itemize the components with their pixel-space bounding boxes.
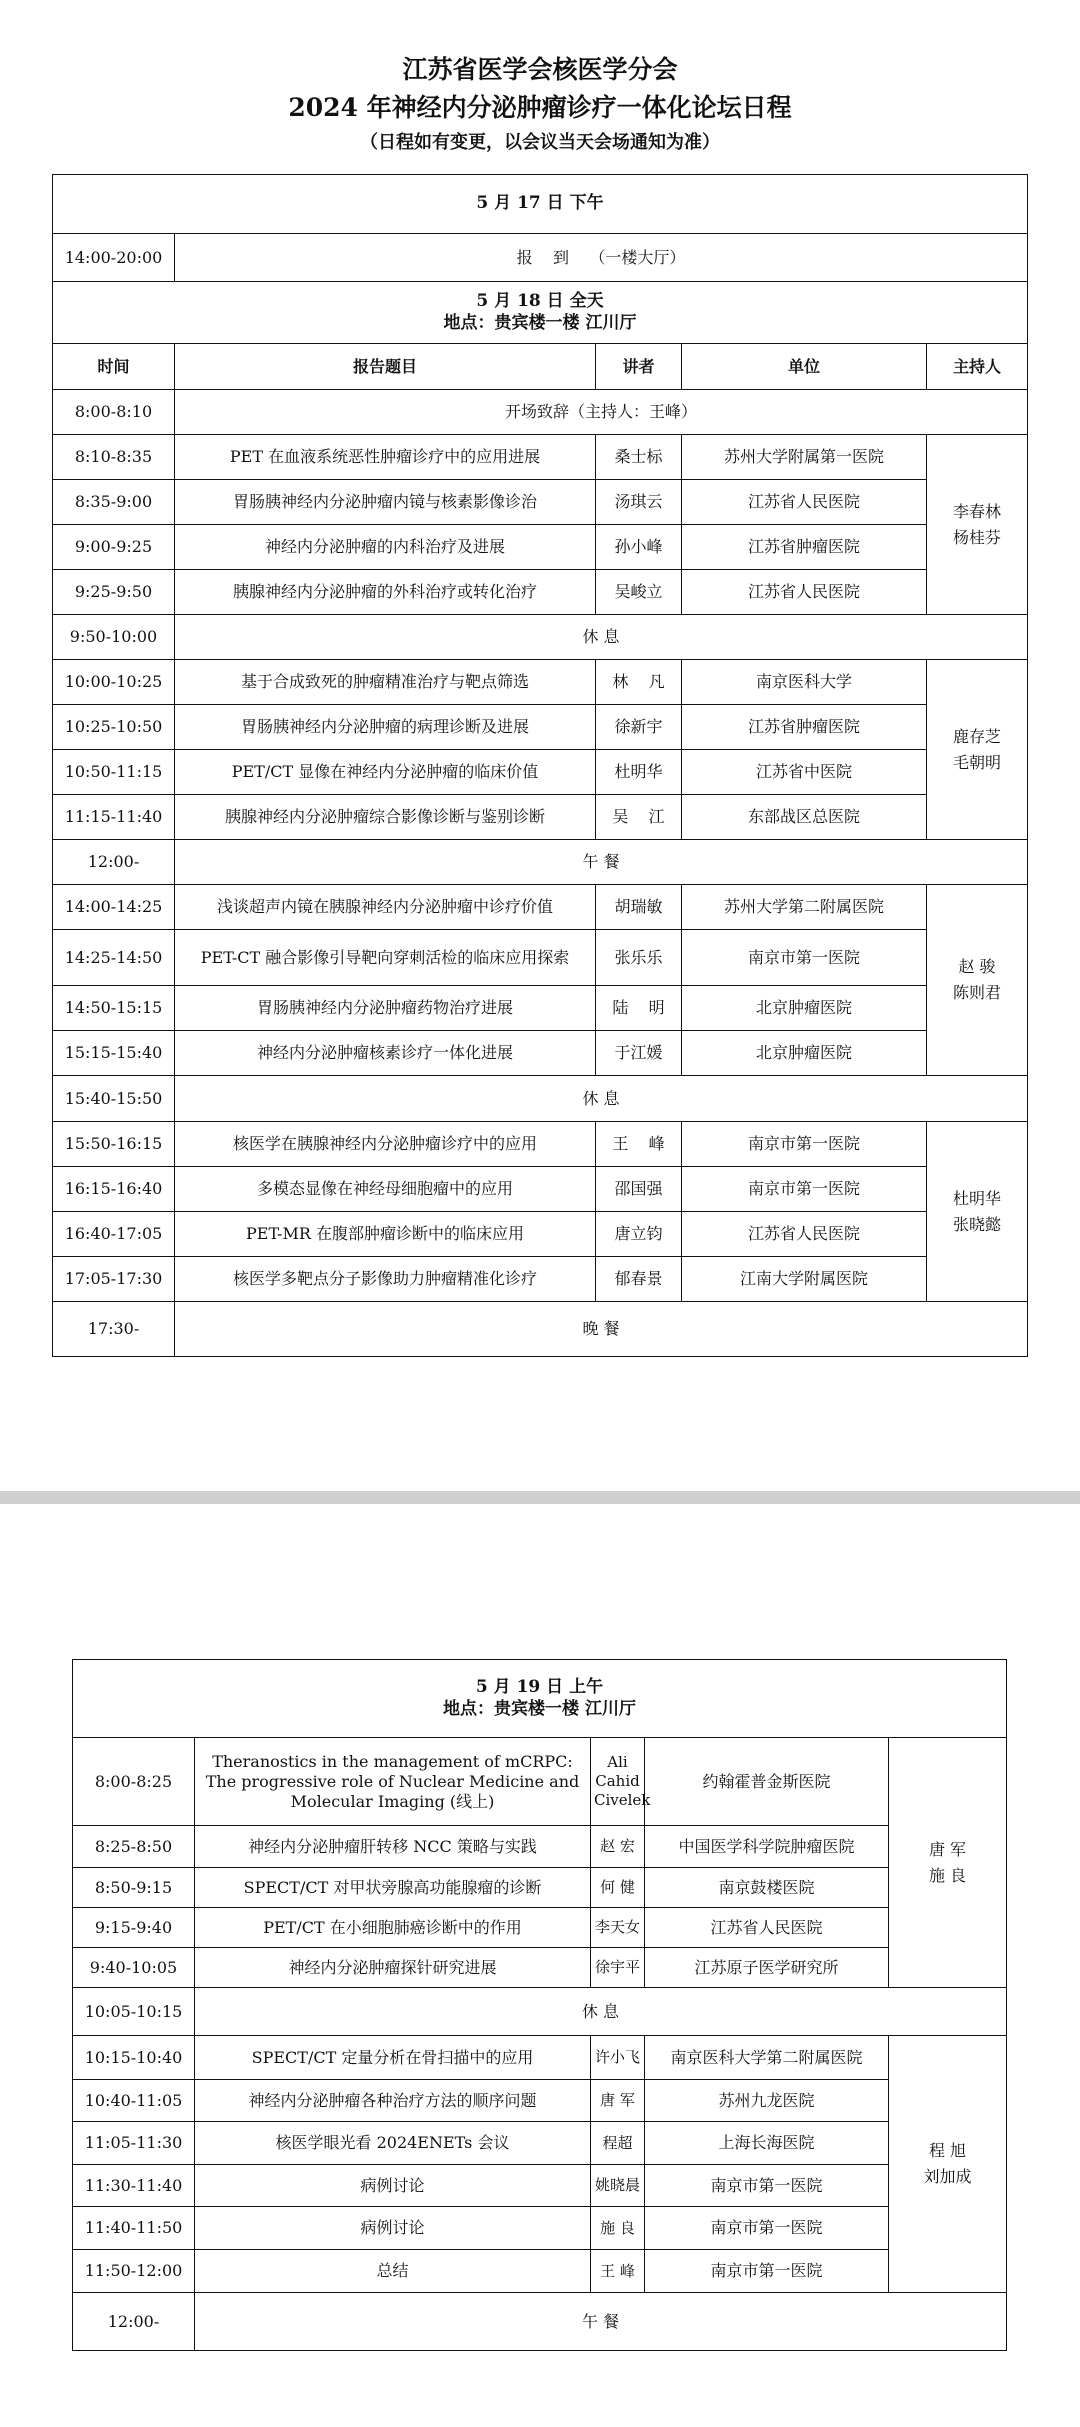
time-cell: 11:50-12:00 bbox=[73, 2250, 195, 2293]
day19-location: 地点：贵宾楼一楼 江川厅 bbox=[443, 1698, 636, 1719]
speaker-cell: 汤琪云 bbox=[596, 480, 682, 525]
session-row bbox=[73, 1948, 1007, 1988]
time-cell: 11:15-11:40 bbox=[53, 795, 175, 840]
speaker-cell: 许小飞 bbox=[591, 2036, 645, 2080]
unit-cell: 南京鼓楼医院 bbox=[645, 1868, 889, 1908]
day19-title-cell bbox=[73, 1660, 1007, 1738]
topic-cell: PET-MR 在腹部肿瘤诊断中的临床应用 bbox=[175, 1212, 596, 1257]
speaker-cell: 吴 江 bbox=[596, 795, 682, 840]
time-cell: 12:00- bbox=[53, 840, 175, 885]
session-row bbox=[53, 570, 1028, 615]
day18-location: 地点：贵宾楼一楼 江川厅 bbox=[443, 312, 637, 333]
session-row bbox=[73, 2165, 1007, 2207]
time-cell: 14:50-15:15 bbox=[53, 986, 175, 1031]
schedule-table-day1-2 bbox=[52, 174, 1028, 1357]
speaker-cell: 王 峰 bbox=[591, 2250, 645, 2293]
session-row bbox=[53, 1212, 1028, 1257]
unit-cell: 上海长海医院 bbox=[645, 2122, 889, 2165]
time-cell: 10:40-11:05 bbox=[73, 2080, 195, 2122]
time-cell: 15:40-15:50 bbox=[53, 1076, 175, 1122]
break-row bbox=[53, 615, 1028, 660]
time-cell: 15:15-15:40 bbox=[53, 1031, 175, 1076]
topic-cell: 神经内分泌肿瘤核素诊疗一体化进展 bbox=[175, 1031, 596, 1076]
lunch-row-text: 午 餐 bbox=[195, 2293, 1007, 2351]
session-row bbox=[53, 986, 1028, 1031]
lunch-row-text: 午 餐 bbox=[175, 840, 1028, 885]
session-row bbox=[73, 2207, 1007, 2250]
session-row bbox=[73, 2036, 1007, 2080]
unit-cell: 江苏省人民医院 bbox=[682, 570, 927, 615]
topic-cell: Theranostics in the management of mCRPC: The progressive role of Nuclear Medicine and Molecular Imaging (线上) bbox=[195, 1738, 591, 1826]
page-divider bbox=[0, 1491, 1080, 1504]
unit-cell: 约翰霍普金斯医院 bbox=[645, 1738, 889, 1826]
speaker-cell: 陆 明 bbox=[596, 986, 682, 1031]
time-cell: 15:50-16:15 bbox=[53, 1122, 175, 1167]
header-host: 主持人 bbox=[927, 344, 1028, 390]
topic-cell: PET/CT 在小细胞肺癌诊断中的作用 bbox=[195, 1908, 591, 1948]
topic-cell: 神经内分泌肿瘤肝转移 NCC 策略与实践 bbox=[195, 1826, 591, 1868]
host-cell: 鹿存芝 毛朝明 bbox=[927, 660, 1028, 840]
topic-cell: 胃肠胰神经内分泌肿瘤的病理诊断及进展 bbox=[175, 705, 596, 750]
time-cell: 8:10-8:35 bbox=[53, 435, 175, 480]
host-cell: 唐 军 施 良 bbox=[889, 1738, 1007, 1988]
session-row bbox=[53, 705, 1028, 750]
unit-cell: 江南大学附属医院 bbox=[682, 1257, 927, 1302]
document-title: 江苏省医学会核医学分会 bbox=[402, 55, 678, 84]
topic-cell: SPECT/CT 定量分析在骨扫描中的应用 bbox=[195, 2036, 591, 2080]
session-row bbox=[53, 930, 1028, 986]
opening-row bbox=[53, 390, 1028, 435]
time-cell: 17:05-17:30 bbox=[53, 1257, 175, 1302]
time-cell: 11:40-11:50 bbox=[73, 2207, 195, 2250]
speaker-cell: 胡瑞敏 bbox=[596, 885, 682, 930]
unit-cell: 江苏省中医院 bbox=[682, 750, 927, 795]
speaker-cell: 唐立钧 bbox=[596, 1212, 682, 1257]
dinner-row bbox=[53, 1302, 1028, 1357]
time-cell: 14:00-14:25 bbox=[53, 885, 175, 930]
registration-row bbox=[53, 234, 1028, 282]
unit-cell: 东部战区总医院 bbox=[682, 795, 927, 840]
session-row bbox=[53, 1257, 1028, 1302]
host-cell: 程 旭 刘加成 bbox=[889, 2036, 1007, 2293]
unit-cell: 南京市第一医院 bbox=[682, 1167, 927, 1212]
speaker-cell: 姚晓晨 bbox=[591, 2165, 645, 2207]
header-topic: 报告题目 bbox=[175, 344, 596, 390]
time-cell: 8:25-8:50 bbox=[73, 1826, 195, 1868]
unit-cell: 江苏原子医学研究所 bbox=[645, 1948, 889, 1988]
session-row bbox=[53, 525, 1028, 570]
time-cell: 14:25-14:50 bbox=[53, 930, 175, 986]
speaker-cell: Ali Cahid Civelek bbox=[591, 1738, 645, 1826]
time-cell: 10:15-10:40 bbox=[73, 2036, 195, 2080]
time-cell: 14:00-20:00 bbox=[53, 234, 175, 282]
host-cell: 赵 骏 陈则君 bbox=[927, 885, 1028, 1076]
speaker-cell: 徐新宇 bbox=[596, 705, 682, 750]
speaker-cell: 杜明华 bbox=[596, 750, 682, 795]
session-row bbox=[53, 660, 1028, 705]
session-row bbox=[73, 2080, 1007, 2122]
topic-cell: 神经内分泌肿瘤探针研究进展 bbox=[195, 1948, 591, 1988]
break-row bbox=[53, 1076, 1028, 1122]
session-row bbox=[53, 750, 1028, 795]
session-row bbox=[73, 2122, 1007, 2165]
break-row-text: 休 息 bbox=[195, 1988, 1007, 2036]
session-row bbox=[53, 1167, 1028, 1212]
unit-cell: 南京市第一医院 bbox=[645, 2250, 889, 2293]
opening-row-text: 开场致辞（主持人：王峰） bbox=[175, 390, 1028, 435]
time-cell: 10:05-10:15 bbox=[73, 1988, 195, 2036]
day18-date: 5 月 18 日 全天 bbox=[476, 291, 604, 312]
time-cell: 9:15-9:40 bbox=[73, 1908, 195, 1948]
speaker-cell: 李天女 bbox=[591, 1908, 645, 1948]
topic-cell: 胃肠胰神经内分泌肿瘤药物治疗进展 bbox=[175, 986, 596, 1031]
session-row bbox=[73, 1738, 1007, 1826]
time-cell: 9:50-10:00 bbox=[53, 615, 175, 660]
time-cell: 9:40-10:05 bbox=[73, 1948, 195, 1988]
dinner-row-text: 晚 餐 bbox=[175, 1302, 1028, 1357]
topic-cell: PET-CT 融合影像引导靶向穿刺活检的临床应用探索 bbox=[175, 930, 596, 986]
speaker-cell: 吴峻立 bbox=[596, 570, 682, 615]
unit-cell: 江苏省人民医院 bbox=[682, 480, 927, 525]
speaker-cell: 赵 宏 bbox=[591, 1826, 645, 1868]
time-cell: 12:00- bbox=[73, 2293, 195, 2351]
day19-date: 5 月 19 日 上午 bbox=[475, 1677, 604, 1698]
session-row bbox=[73, 1868, 1007, 1908]
unit-cell: 南京市第一医院 bbox=[645, 2207, 889, 2250]
topic-cell: 胃肠胰神经内分泌肿瘤内镜与核素影像诊治 bbox=[175, 480, 596, 525]
speaker-cell: 林 凡 bbox=[596, 660, 682, 705]
forum-title: 2024 年神经内分泌肿瘤诊疗一体化论坛日程 bbox=[288, 93, 792, 122]
topic-cell: 胰腺神经内分泌肿瘤的外科治疗或转化治疗 bbox=[175, 570, 596, 615]
speaker-cell: 邵国强 bbox=[596, 1167, 682, 1212]
unit-cell: 南京医科大学 bbox=[682, 660, 927, 705]
topic-cell: 神经内分泌肿瘤的内科治疗及进展 bbox=[175, 525, 596, 570]
topic-cell: 胰腺神经内分泌肿瘤综合影像诊断与鉴别诊断 bbox=[175, 795, 596, 840]
time-cell: 8:00-8:10 bbox=[53, 390, 175, 435]
session-row bbox=[53, 1031, 1028, 1076]
speaker-cell: 王 峰 bbox=[596, 1122, 682, 1167]
header-unit: 单位 bbox=[682, 344, 927, 390]
unit-cell: 江苏省人民医院 bbox=[645, 1908, 889, 1948]
time-cell: 8:50-9:15 bbox=[73, 1868, 195, 1908]
topic-cell: 核医学眼光看 2024ENETs 会议 bbox=[195, 2122, 591, 2165]
unit-cell: 南京市第一医院 bbox=[682, 930, 927, 986]
unit-cell: 北京肿瘤医院 bbox=[682, 986, 927, 1031]
time-cell: 10:00-10:25 bbox=[53, 660, 175, 705]
speaker-cell: 唐 军 bbox=[591, 2080, 645, 2122]
time-cell: 9:25-9:50 bbox=[53, 570, 175, 615]
unit-cell: 江苏省肿瘤医院 bbox=[682, 705, 927, 750]
header-row bbox=[53, 344, 1028, 390]
session-row bbox=[53, 1122, 1028, 1167]
unit-cell: 南京医科大学第二附属医院 bbox=[645, 2036, 889, 2080]
speaker-cell: 孙小峰 bbox=[596, 525, 682, 570]
topic-cell: 总结 bbox=[195, 2250, 591, 2293]
unit-cell: 北京肿瘤医院 bbox=[682, 1031, 927, 1076]
topic-cell: SPECT/CT 对甲状旁腺高功能腺瘤的诊断 bbox=[195, 1868, 591, 1908]
session-row bbox=[53, 885, 1028, 930]
break-row bbox=[73, 1988, 1007, 2036]
session-row bbox=[53, 795, 1028, 840]
header-speaker: 讲者 bbox=[596, 344, 682, 390]
topic-cell: 病例讨论 bbox=[195, 2207, 591, 2250]
schedule-note: （日程如有变更，以会议当天会场通知为准） bbox=[360, 132, 720, 153]
topic-cell: 核医学在胰腺神经内分泌肿瘤诊疗中的应用 bbox=[175, 1122, 596, 1167]
time-cell: 8:00-8:25 bbox=[73, 1738, 195, 1826]
topic-cell: 核医学多靶点分子影像助力肿瘤精准化诊疗 bbox=[175, 1257, 596, 1302]
day18-title bbox=[53, 282, 1028, 344]
registration-text: 报 到 （一楼大厅） bbox=[175, 234, 1028, 282]
time-cell: 11:30-11:40 bbox=[73, 2165, 195, 2207]
time-cell: 16:15-16:40 bbox=[53, 1167, 175, 1212]
topic-cell: 神经内分泌肿瘤各种治疗方法的顺序问题 bbox=[195, 2080, 591, 2122]
day17-title-text: 5 月 17 日 下午 bbox=[53, 175, 1028, 234]
break-row-text: 休 息 bbox=[175, 1076, 1028, 1122]
unit-cell: 中国医学科学院肿瘤医院 bbox=[645, 1826, 889, 1868]
break-row-text: 休 息 bbox=[175, 615, 1028, 660]
topic-cell: 浅谈超声内镜在胰腺神经内分泌肿瘤中诊疗价值 bbox=[175, 885, 596, 930]
speaker-cell: 郁春景 bbox=[596, 1257, 682, 1302]
host-cell: 杜明华 张晓懿 bbox=[927, 1122, 1028, 1302]
unit-cell: 江苏省人民医院 bbox=[682, 1212, 927, 1257]
time-cell: 10:25-10:50 bbox=[53, 705, 175, 750]
time-cell: 8:35-9:00 bbox=[53, 480, 175, 525]
speaker-cell: 张乐乐 bbox=[596, 930, 682, 986]
lunch-row bbox=[53, 840, 1028, 885]
session-row bbox=[73, 2250, 1007, 2293]
session-row bbox=[53, 480, 1028, 525]
day18-title-cell bbox=[53, 282, 1028, 344]
speaker-cell: 施 良 bbox=[591, 2207, 645, 2250]
time-cell: 16:40-17:05 bbox=[53, 1212, 175, 1257]
header-time: 时间 bbox=[53, 344, 175, 390]
session-row bbox=[53, 435, 1028, 480]
topic-cell: 多模态显像在神经母细胞瘤中的应用 bbox=[175, 1167, 596, 1212]
speaker-cell: 桑士标 bbox=[596, 435, 682, 480]
speaker-cell: 于江媛 bbox=[596, 1031, 682, 1076]
host-cell: 李春林 杨桂芬 bbox=[927, 435, 1028, 615]
day17-title bbox=[53, 175, 1028, 234]
session-row bbox=[73, 1826, 1007, 1868]
schedule-table-day3 bbox=[72, 1659, 1007, 2351]
unit-cell: 苏州九龙医院 bbox=[645, 2080, 889, 2122]
unit-cell: 南京市第一医院 bbox=[682, 1122, 927, 1167]
topic-cell: 基于合成致死的肿瘤精准治疗与靶点筛选 bbox=[175, 660, 596, 705]
unit-cell: 南京市第一医院 bbox=[645, 2165, 889, 2207]
time-cell: 11:05-11:30 bbox=[73, 2122, 195, 2165]
unit-cell: 苏州大学附属第一医院 bbox=[682, 435, 927, 480]
topic-cell: 病例讨论 bbox=[195, 2165, 591, 2207]
unit-cell: 苏州大学第二附属医院 bbox=[682, 885, 927, 930]
topic-cell: PET/CT 显像在神经内分泌肿瘤的临床价值 bbox=[175, 750, 596, 795]
day19-title bbox=[73, 1660, 1007, 1738]
session-row bbox=[73, 1908, 1007, 1948]
topic-cell: PET 在血液系统恶性肿瘤诊疗中的应用进展 bbox=[175, 435, 596, 480]
time-cell: 17:30- bbox=[53, 1302, 175, 1357]
speaker-cell: 徐宇平 bbox=[591, 1948, 645, 1988]
speaker-cell: 程超 bbox=[591, 2122, 645, 2165]
time-cell: 10:50-11:15 bbox=[53, 750, 175, 795]
time-cell: 9:00-9:25 bbox=[53, 525, 175, 570]
speaker-cell: 何 健 bbox=[591, 1868, 645, 1908]
unit-cell: 江苏省肿瘤医院 bbox=[682, 525, 927, 570]
lunch-row bbox=[73, 2293, 1007, 2351]
